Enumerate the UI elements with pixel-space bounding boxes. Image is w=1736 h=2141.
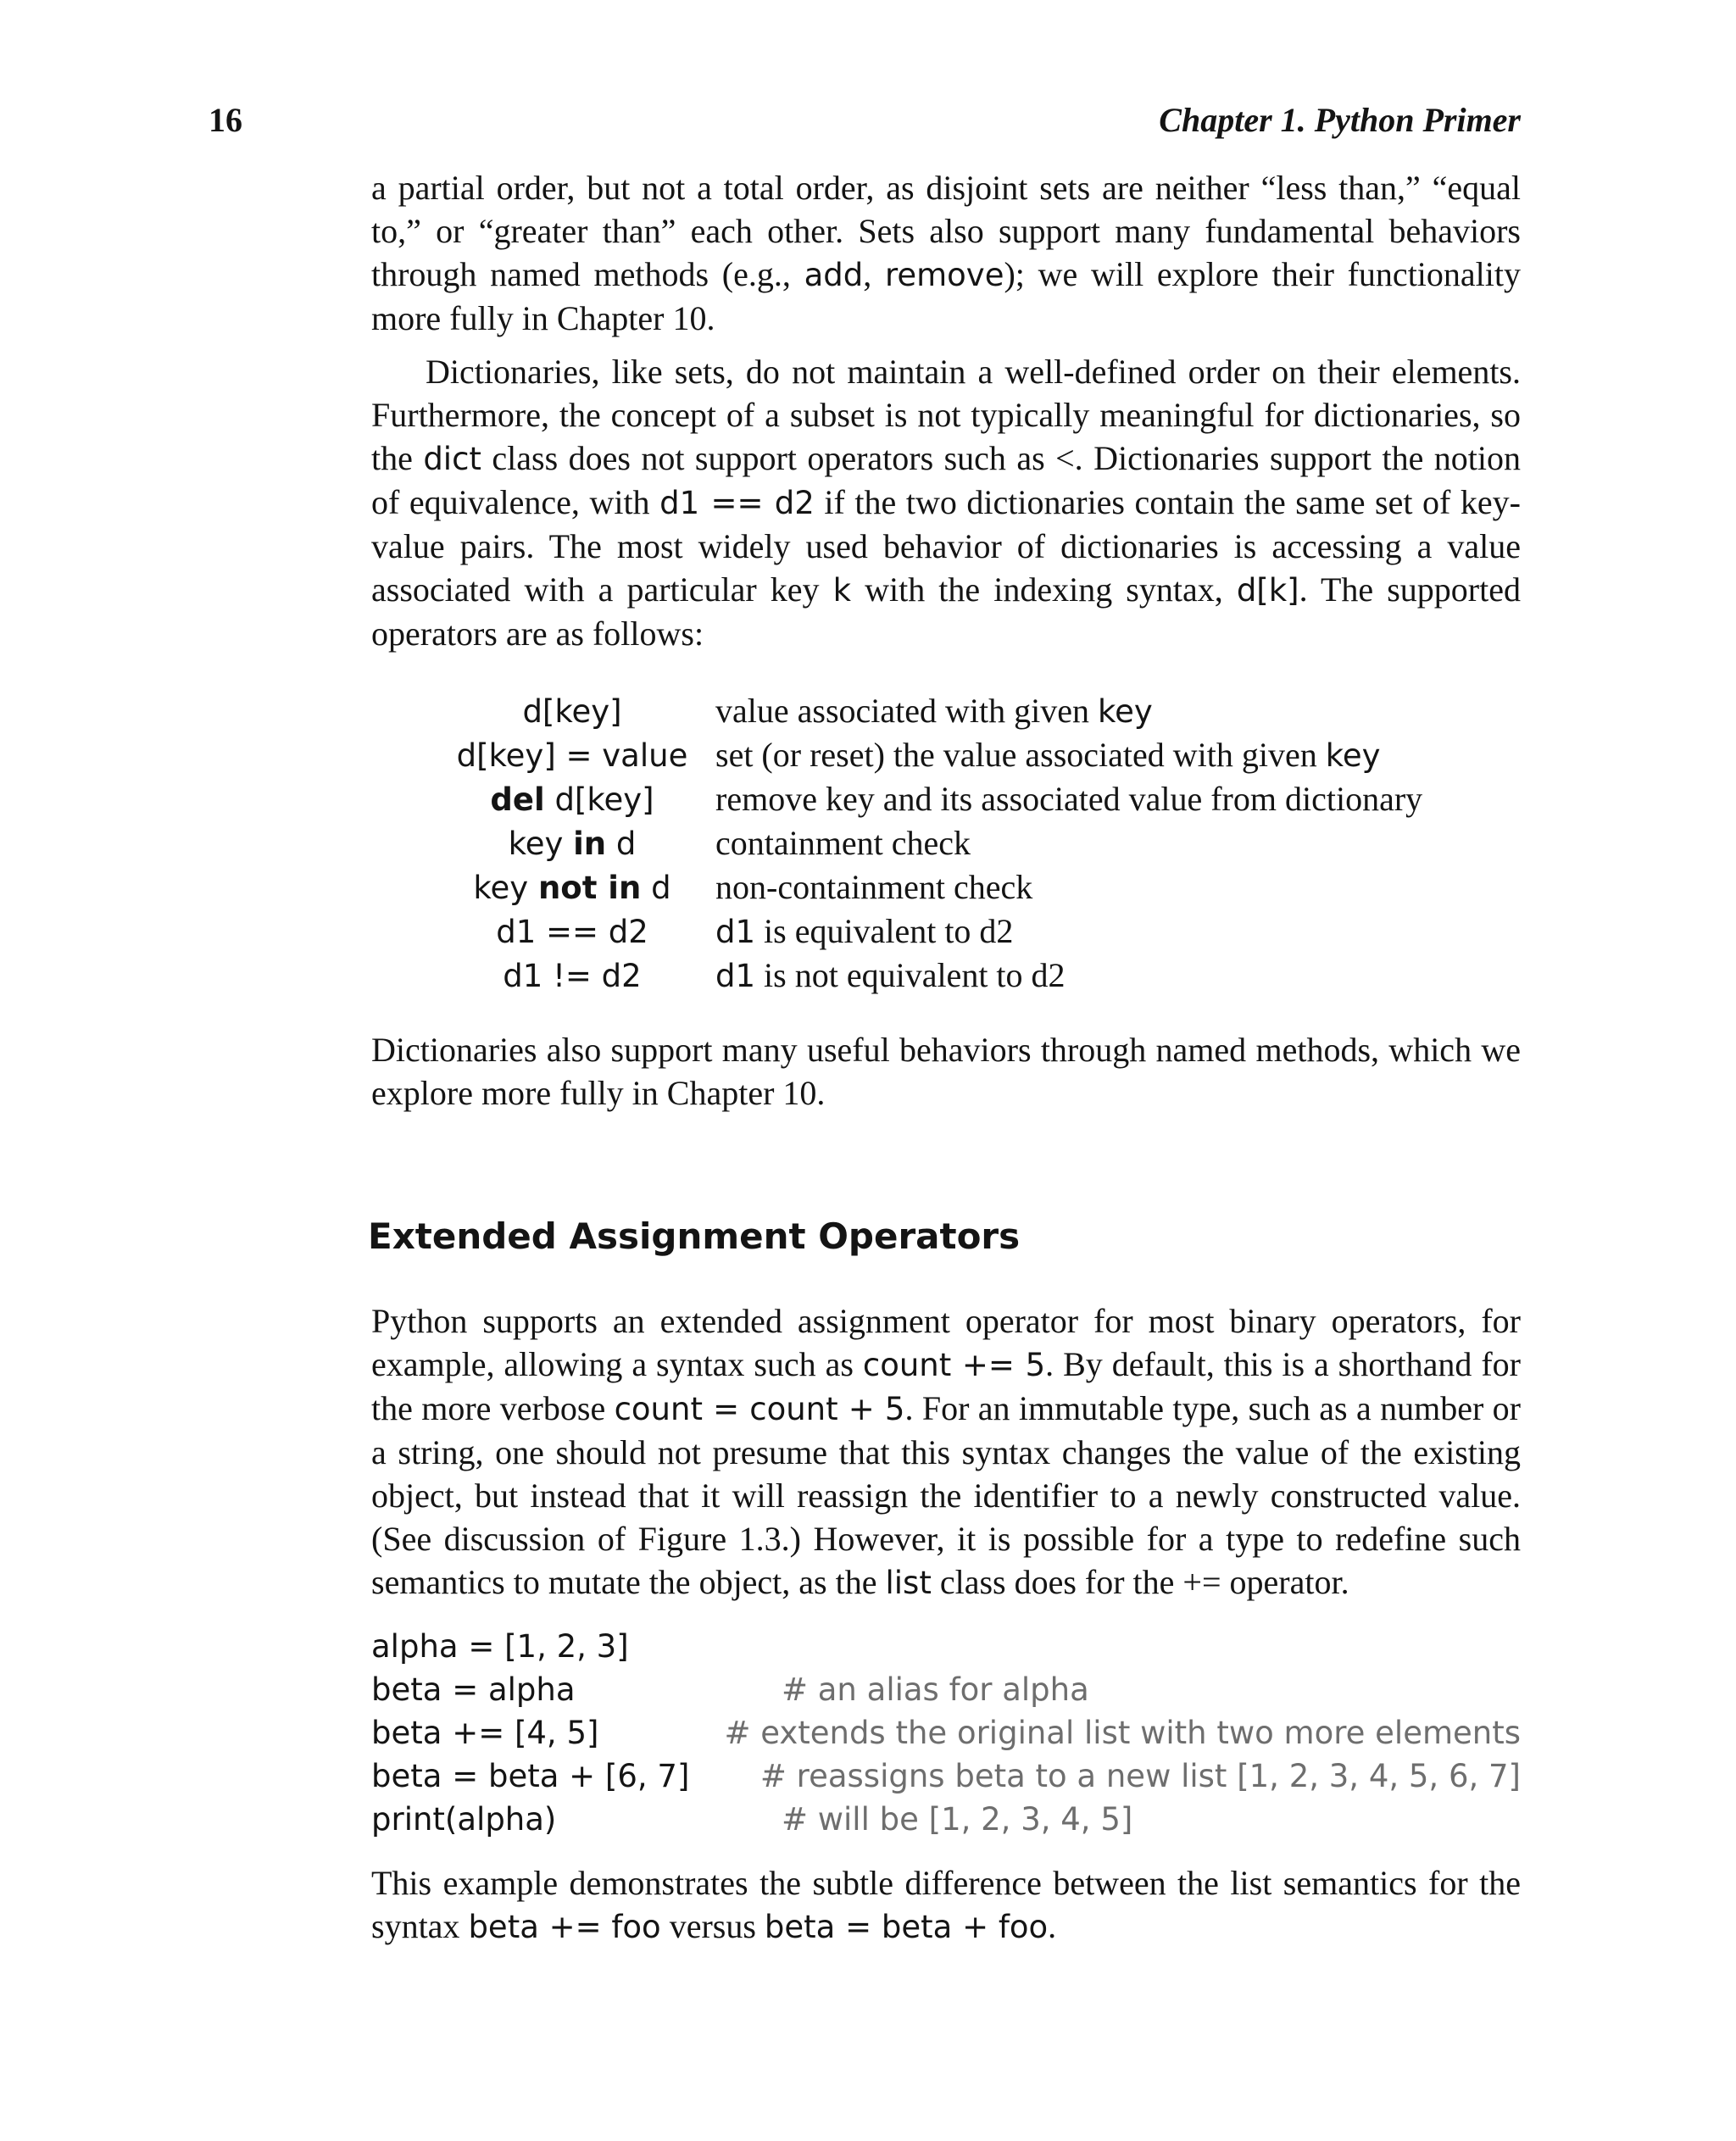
syntax-text: d[key] [522, 692, 622, 730]
code-comment: # an alias for alpha [782, 1671, 1089, 1708]
text-span: class does for the += operator. [931, 1563, 1349, 1601]
code-inline: count += 5 [862, 1347, 1046, 1383]
code-line [371, 1625, 1521, 1668]
text-span: class does not support operators such as <. Dictionaries support the notion of equivalence, with [371, 439, 1521, 521]
operator-description [715, 733, 1422, 777]
paragraph-dictionaries [371, 350, 1521, 655]
code-comment: # reassigns beta to a new list [1, 2, 3, 4, 5, 6, 7] [760, 1758, 1521, 1794]
table-row [454, 909, 1422, 954]
desc-text: is equivalent to d2 [755, 912, 1014, 950]
page-body [368, 166, 1522, 1949]
code-line [371, 1755, 1521, 1798]
code-line [371, 1798, 1521, 1841]
code-statement: beta = alpha [371, 1671, 576, 1708]
table-row [454, 689, 1422, 733]
syntax-keyword: in [573, 825, 607, 862]
desc-text: is not equivalent to d2 [755, 956, 1066, 994]
code-inline: count = count + 5 [614, 1391, 905, 1427]
table-row [454, 954, 1422, 998]
code-statement: beta = beta + [6, 7] [371, 1758, 690, 1794]
operator-syntax [454, 909, 715, 954]
code-line [371, 1668, 1521, 1711]
operator-description [715, 689, 1422, 733]
text-span: if the two dictionaries contain the same set of key-value pairs. The most widely used behavior of dictionaries is accessing a value associated with a particular key [371, 483, 1521, 609]
operator-syntax [454, 954, 715, 998]
text-span: . For an immutable type, such as a number or a string, one should not presume that this syntax changes the value of the existing object, but instead that it will reassign the identifier to a newly constructed value. (See discussion of Figure 1.3.) However, it is possible for a type to redefine such semantics to mutate the object, as the [371, 1389, 1521, 1601]
syntax-text: d [606, 825, 637, 862]
operator-syntax [454, 821, 715, 865]
table-row [454, 733, 1422, 777]
text-span: . By default, this is a shorthand for the more verbose [371, 1345, 1522, 1427]
text-span: Python supports an extended assignment operator for most binary operators, for example, allowing a syntax such as [371, 1302, 1521, 1383]
text-span: ); we will explore their functionality more fully in Chapter 10. [371, 255, 1522, 337]
code-statement: print(alpha) [371, 1801, 557, 1838]
text-span: , [863, 255, 885, 293]
code-example [371, 1625, 1521, 1841]
table-row [454, 821, 1422, 865]
desc-code: d1 [715, 958, 756, 994]
desc-text: non-containment check [715, 868, 1033, 906]
code-comment: # will be [1, 2, 3, 4, 5] [782, 1801, 1133, 1838]
desc-text: remove key and its associated value from dictionary [715, 780, 1423, 818]
text-span: . [1048, 1907, 1057, 1945]
code-statement: alpha = [1, 2, 3] [371, 1628, 629, 1665]
dictionary-operators-table [454, 689, 1422, 998]
operator-description [715, 821, 1422, 865]
code-statement: beta += [4, 5] [371, 1715, 599, 1751]
code-inline: remove [884, 257, 1004, 293]
text-span: versus [660, 1907, 765, 1945]
text-span: a partial order, but not a total order, as disjoint sets are neither “less than,” “equal to,” or “greater than” each other. Sets also support many fundamental behaviors through named methods (e.g., [371, 169, 1521, 293]
syntax-keyword: del [490, 781, 545, 818]
desc-text: set (or reset) the value associated with given [715, 736, 1326, 774]
desc-code: d1 [715, 914, 756, 950]
syntax-text: d[key] [544, 781, 654, 818]
syntax-text: key [473, 869, 538, 906]
code-inline: beta += foo [468, 1909, 661, 1945]
text-span: with the indexing syntax, [851, 570, 1237, 609]
desc-code: key [1097, 693, 1153, 730]
code-comment: # extends the original list with two more elements [724, 1715, 1521, 1751]
page-number: 16 [209, 101, 242, 139]
text-span: Dictionaries, like sets, do not maintain a well-defined order on their elements. Furthermore, the concept of a subset is not typically meaningful for dictionaries, so the [371, 353, 1521, 477]
operator-description [715, 909, 1422, 954]
operator-description [715, 954, 1422, 998]
desc-code: key [1325, 737, 1381, 774]
section-heading: Extended Assignment Operators [368, 1215, 1021, 1257]
paragraph-extended-assignment [371, 1299, 1521, 1604]
desc-text: value associated with given [715, 692, 1098, 730]
running-header: Chapter 1. Python Primer [1159, 101, 1521, 139]
operator-description [715, 865, 1422, 909]
table-row [454, 777, 1422, 821]
table-row [454, 865, 1422, 909]
syntax-text: d1 == d2 [496, 913, 648, 950]
text-span: . The supported operators are as follows: [371, 570, 1521, 653]
code-inline: dict [423, 441, 481, 477]
syntax-text: d[key] = value [456, 737, 688, 774]
code-inline: k [832, 572, 852, 609]
paragraph-dict-methods: Dictionaries also support many useful behaviors through named methods, which we explore more fully in Chapter 10. [371, 1031, 1521, 1112]
operator-syntax [454, 733, 715, 777]
operator-syntax [454, 777, 715, 821]
code-inline: d[k] [1236, 572, 1299, 609]
paragraph-sets [371, 166, 1521, 340]
operator-syntax [454, 689, 715, 733]
syntax-text: d1 != d2 [503, 957, 642, 994]
code-inline: d1 == d2 [659, 485, 815, 521]
code-inline: list [885, 1565, 932, 1601]
desc-text: containment check [715, 824, 971, 862]
syntax-keyword: not in [537, 869, 642, 906]
syntax-text: key [508, 825, 574, 862]
operator-syntax [454, 865, 715, 909]
code-inline: add [804, 257, 864, 293]
syntax-text: d [641, 869, 671, 906]
operator-description [715, 777, 1422, 821]
code-line [371, 1711, 1521, 1755]
code-inline: beta = beta + foo [764, 1909, 1049, 1945]
text-span: This example demonstrates the subtle difference between the list semantics for the syntax [371, 1864, 1521, 1945]
paragraph-example-note [371, 1861, 1521, 1949]
